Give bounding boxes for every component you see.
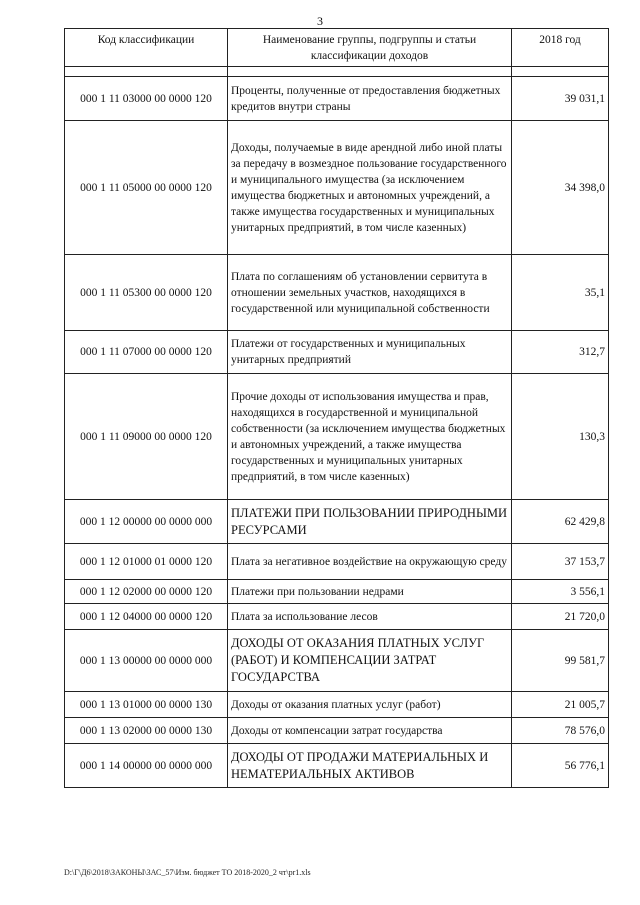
row-value: 62 429,8 [512, 500, 609, 544]
row-value: 99 581,7 [512, 630, 609, 692]
row-name: Плата по соглашениям об установлении сервитута в отношении земельных участков, находящихся в государственной или муниципальной собственности [228, 255, 512, 331]
row-name: Прочие доходы от использования имущества и прав, находящихся в государственной и муниципальной собственности (за исключением имущества бюджетных и автономных учреждений, а также имущества государственных и муниципальных унитарных предприятий, в том числе казенных) [228, 374, 512, 500]
table-row [65, 718, 609, 744]
table-row [65, 374, 609, 500]
row-code: 000 1 13 02000 00 0000 130 [65, 718, 228, 744]
header-name: Наименование группы, подгруппы и статьи классификации доходов [228, 29, 512, 67]
row-name: ДОХОДЫ ОТ ПРОДАЖИ МАТЕРИАЛЬНЫХ И НЕМАТЕРИАЛЬНЫХ АКТИВОВ [228, 744, 512, 788]
table-row [65, 744, 609, 788]
row-code: 000 1 11 09000 00 0000 120 [65, 374, 228, 500]
row-name: Доходы, получаемые в виде арендной либо иной платы за передачу в возмездное пользование государственного и муниципального имущества (за исключением имущества бюджетных и автономных учреждений, а также имущества государственных и муниципальных унитарных предприятий, в том числе казенных) [228, 121, 512, 255]
row-code: 000 1 12 04000 00 0000 120 [65, 604, 228, 630]
table-row [65, 630, 609, 692]
row-code: 000 1 11 05000 00 0000 120 [65, 121, 228, 255]
row-code: 000 1 12 01000 01 0000 120 [65, 544, 228, 580]
row-name: ДОХОДЫ ОТ ОКАЗАНИЯ ПЛАТНЫХ УСЛУГ (РАБОТ) И КОМПЕНСАЦИИ ЗАТРАТ ГОСУДАРСТВА [228, 630, 512, 692]
table-row [65, 77, 609, 121]
page-number: 3 [317, 14, 323, 28]
row-value: 21 005,7 [512, 692, 609, 718]
row-code: 000 1 12 02000 00 0000 120 [65, 580, 228, 604]
row-value: 130,3 [512, 374, 609, 500]
row-value: 39 031,1 [512, 77, 609, 121]
table-row [65, 121, 609, 255]
file-path-footer: D:\Г\Д6\2018\ЗАКОНЫ\ЗАС_57\Изм. бюджет ТО 2018-2020_2 чт\pr1.xls [64, 868, 311, 877]
table-row [65, 500, 609, 544]
table-row [65, 580, 609, 604]
row-value: 35,1 [512, 255, 609, 331]
table-row [65, 331, 609, 374]
row-code: 000 1 12 00000 00 0000 000 [65, 500, 228, 544]
row-name: Платежи от государственных и муниципальных унитарных предприятий [228, 331, 512, 374]
row-value: 21 720,0 [512, 604, 609, 630]
table-header-row [65, 29, 609, 67]
row-name: Доходы от компенсации затрат государства [228, 718, 512, 744]
table-row [65, 255, 609, 331]
header-code: Код классификации [65, 29, 228, 67]
row-code: 000 1 11 05300 00 0000 120 [65, 255, 228, 331]
row-code: 000 1 13 00000 00 0000 000 [65, 630, 228, 692]
row-name: Плата за негативное воздействие на окружающую среду [228, 544, 512, 580]
row-code: 000 1 11 03000 00 0000 120 [65, 77, 228, 121]
row-name: Доходы от оказания платных услуг (работ) [228, 692, 512, 718]
row-value: 56 776,1 [512, 744, 609, 788]
header-year: 2018 год [512, 29, 609, 67]
row-value: 37 153,7 [512, 544, 609, 580]
row-name: Проценты, полученные от предоставления бюджетных кредитов внутри страны [228, 77, 512, 121]
row-code: 000 1 14 00000 00 0000 000 [65, 744, 228, 788]
row-value: 312,7 [512, 331, 609, 374]
row-code: 000 1 11 07000 00 0000 120 [65, 331, 228, 374]
spacer-row [65, 67, 609, 77]
row-value: 3 556,1 [512, 580, 609, 604]
table-row [65, 692, 609, 718]
row-name: Платежи при пользовании недрами [228, 580, 512, 604]
row-value: 78 576,0 [512, 718, 609, 744]
row-value: 34 398,0 [512, 121, 609, 255]
row-name: Плата за использование лесов [228, 604, 512, 630]
income-classification-table [64, 28, 609, 788]
table-row [65, 544, 609, 580]
row-name: ПЛАТЕЖИ ПРИ ПОЛЬЗОВАНИИ ПРИРОДНЫМИ РЕСУРСАМИ [228, 500, 512, 544]
table-row [65, 604, 609, 630]
row-code: 000 1 13 01000 00 0000 130 [65, 692, 228, 718]
